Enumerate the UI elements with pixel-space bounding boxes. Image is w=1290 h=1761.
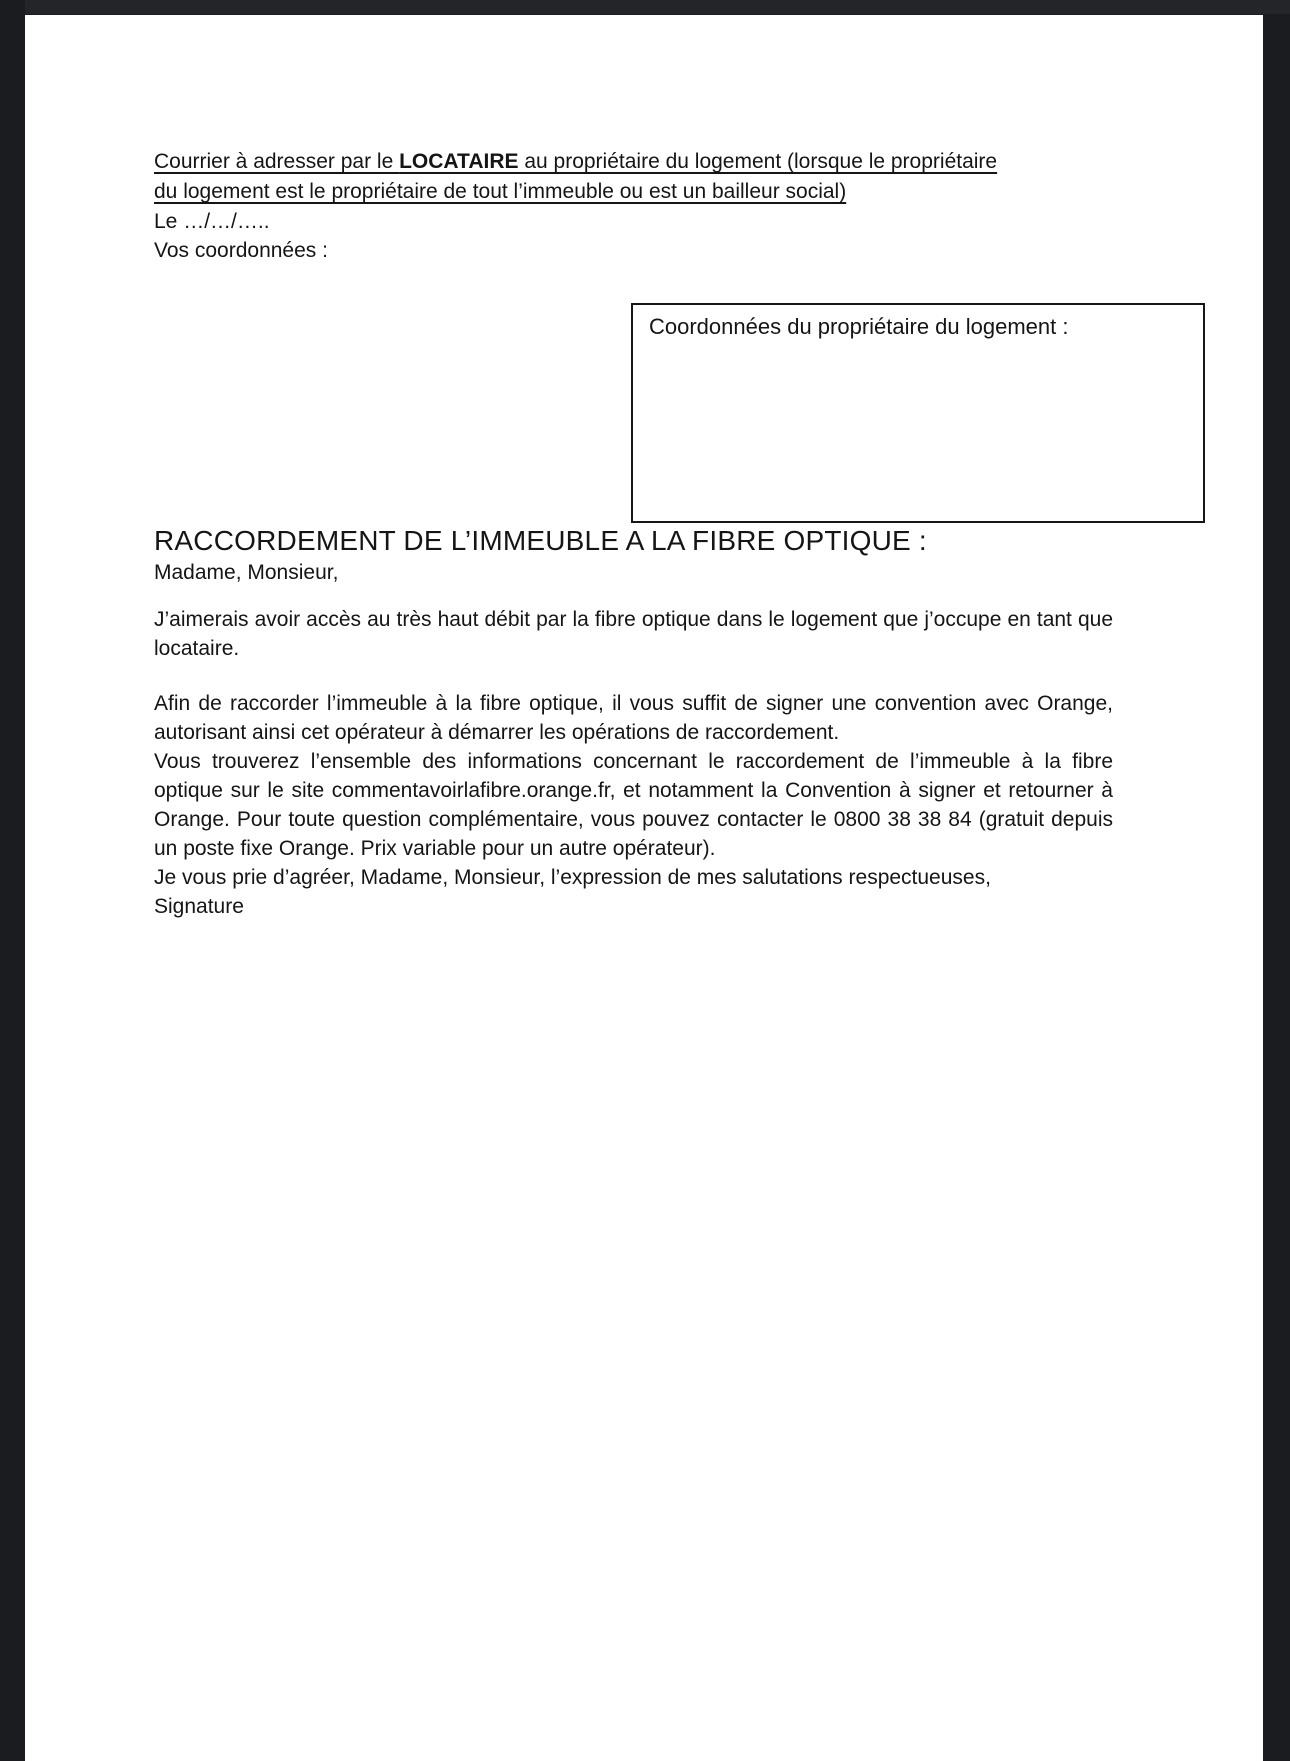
recipient-instruction-line2: du logement est le propriétaire de tout l’immeuble ou est un bailleur social) — [154, 180, 847, 203]
header-text-post: au propriétaire du logement (lorsque le propriétaire — [518, 150, 998, 173]
subject-title: RACCORDEMENT DE L’IMMEUBLE A LA FIBRE OPTIQUE : — [154, 525, 927, 556]
signature-label: Signature — [154, 895, 244, 918]
viewer-top-edge — [25, 0, 1290, 14]
document-page — [25, 15, 1263, 1761]
body-paragraph-1: J’aimerais avoir accès au très haut débit par la fibre optique dans le logement que j’occupe en tant que locataire. — [154, 608, 1113, 660]
body-paragraph-2: Afin de raccorder l’immeuble à la fibre optique, il vous suffit de signer une convention avec Orange, autorisant ainsi cet opérateur à démarrer les opérations de raccordement. — [154, 692, 1113, 744]
salutation: Madame, Monsieur, — [154, 561, 339, 584]
sender-coordinates-label: Vos coordonnées : — [154, 239, 328, 262]
owner-coordinates-box-label: Coordonnées du propriétaire du logement : — [649, 314, 1069, 339]
letter-content — [25, 15, 1263, 921]
recipient-instruction-line1 — [154, 147, 1113, 177]
header-text-pre: Courrier à adresser par le — [154, 150, 400, 173]
recipient-instruction-header — [154, 147, 1113, 207]
header-text-locataire: LOCATAIRE — [399, 150, 519, 173]
date-line: Le …/…/….. — [154, 210, 270, 233]
owner-coordinates-box — [631, 303, 1205, 523]
closing-paragraph: Je vous prie d’agréer, Madame, Monsieur, l’expression de mes salutations respectueuses, — [154, 866, 991, 889]
body-paragraph-3: Vous trouverez l’ensemble des informations concernant le raccordement de l’immeuble à la fibre optique sur le site commentavoirlafibre.orange.fr, et notamment la Convention à signer et retourner à Orange. Pour toute question complémentaire, vous pouvez contacter le 0800 38 38 84 (gratuit depuis un poste fixe Orange. Prix variable pour un autre opérateur). — [154, 750, 1113, 860]
